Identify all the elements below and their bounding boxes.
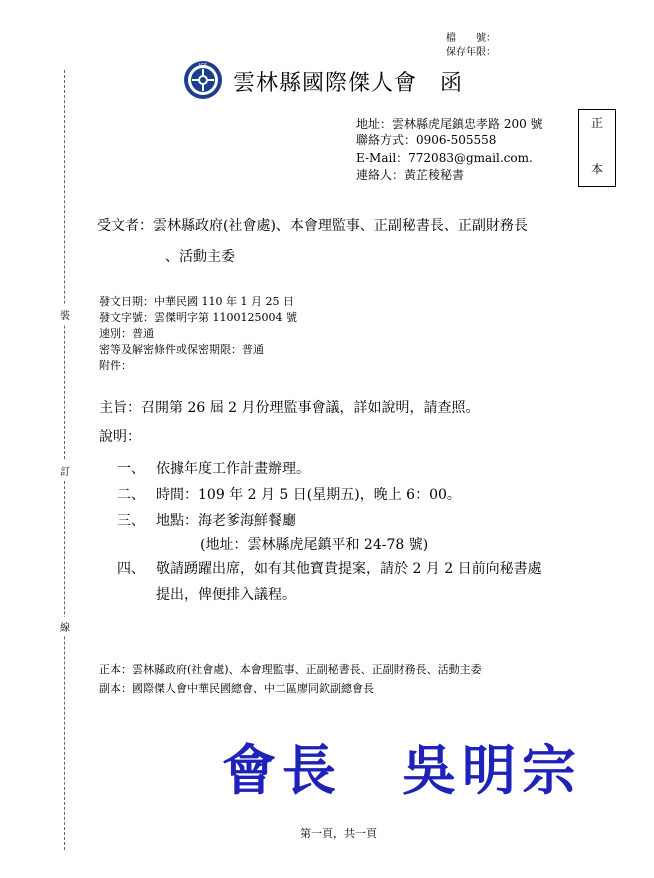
explanation-item-text: 地點：海老爹海鮮餐廳 xyxy=(156,513,296,529)
issue-speed: 速別：普通 xyxy=(99,327,154,340)
issue-attachment: 附件： xyxy=(99,359,132,372)
logo-text: JCS xyxy=(198,63,208,69)
explanation-item-number: 一、 xyxy=(117,461,145,477)
original-char-1: 正 xyxy=(590,116,603,130)
binding-mark-xian: 線 xyxy=(60,617,70,636)
distribution-copy: 副本：國際傑人會中華民國總會、中二區廖同欽副總會長 xyxy=(99,682,374,695)
binding-mark-zhuang: 裝 xyxy=(60,305,70,324)
explanation-item-number: 四、 xyxy=(117,561,145,577)
contact-address: 地址：雲林縣虎尾鎮忠孝路 200 號 xyxy=(356,117,543,131)
issue-date: 發文日期：中華民國 110 年 1 月 25 日 xyxy=(99,295,294,308)
issue-doc-number: 發文字號：雲傑明字第 1100125004 號 xyxy=(99,311,297,324)
contact-email: E-Mail：772083@gmail.com. xyxy=(356,151,533,165)
explanation-item-text: 依據年度工作計畫辦理。 xyxy=(156,461,310,477)
recipient-line-1: 受文者：雲林縣政府(社會處)、本會理監事、正副秘書長、正副財務長 xyxy=(97,218,528,234)
file-number-label: 檔 號： xyxy=(446,33,496,44)
organization-logo-icon xyxy=(183,60,223,100)
explanation-item-number: 三、 xyxy=(117,513,145,529)
binding-line xyxy=(64,70,65,850)
explanation-item-text: 時間：109 年 2 月 5 日(星期五)，晚上 6：00。 xyxy=(156,487,461,503)
binding-mark-ding: 訂 xyxy=(60,461,70,480)
retention-period-label: 保存年限： xyxy=(446,47,496,58)
issue-confidentiality: 密等及解密條件或保密期限：普通 xyxy=(99,343,264,356)
explanation-item-text: 敬請踴躍出席，如有其他寶貴提案，請於 2 月 2 日前向秘書處 xyxy=(156,561,542,577)
explanation-item-text: (地址：雲林縣虎尾鎮平和 24-78 號) xyxy=(200,537,429,553)
chairman-signature-stamp: 會長 吳明宗 xyxy=(222,738,582,802)
explanation-item-number: 二、 xyxy=(117,487,145,503)
contact-person: 連絡人：黃芷稜秘書 xyxy=(356,168,465,182)
recipient-line-2: 、活動主委 xyxy=(165,249,235,265)
original-char-2: 本 xyxy=(590,162,603,176)
contact-phone: 聯絡方式：0906-505558 xyxy=(356,133,497,147)
subject-line: 主旨：召開第 26 屆 2 月份理監事會議，詳如說明，請查照。 xyxy=(99,400,480,416)
letter-title: 雲林縣國際傑人會 函 xyxy=(233,71,464,96)
distribution-original: 正本：雲林縣政府(社會處)、本會理監事、正副秘書長、正副財務長、活動主委 xyxy=(99,663,482,676)
page-number: 第一頁，共一頁 xyxy=(300,827,377,840)
original-copy-box xyxy=(578,109,616,187)
explanation-item-text: 提出，俾便排入議程。 xyxy=(156,587,296,603)
explanation-label: 說明： xyxy=(99,429,141,445)
